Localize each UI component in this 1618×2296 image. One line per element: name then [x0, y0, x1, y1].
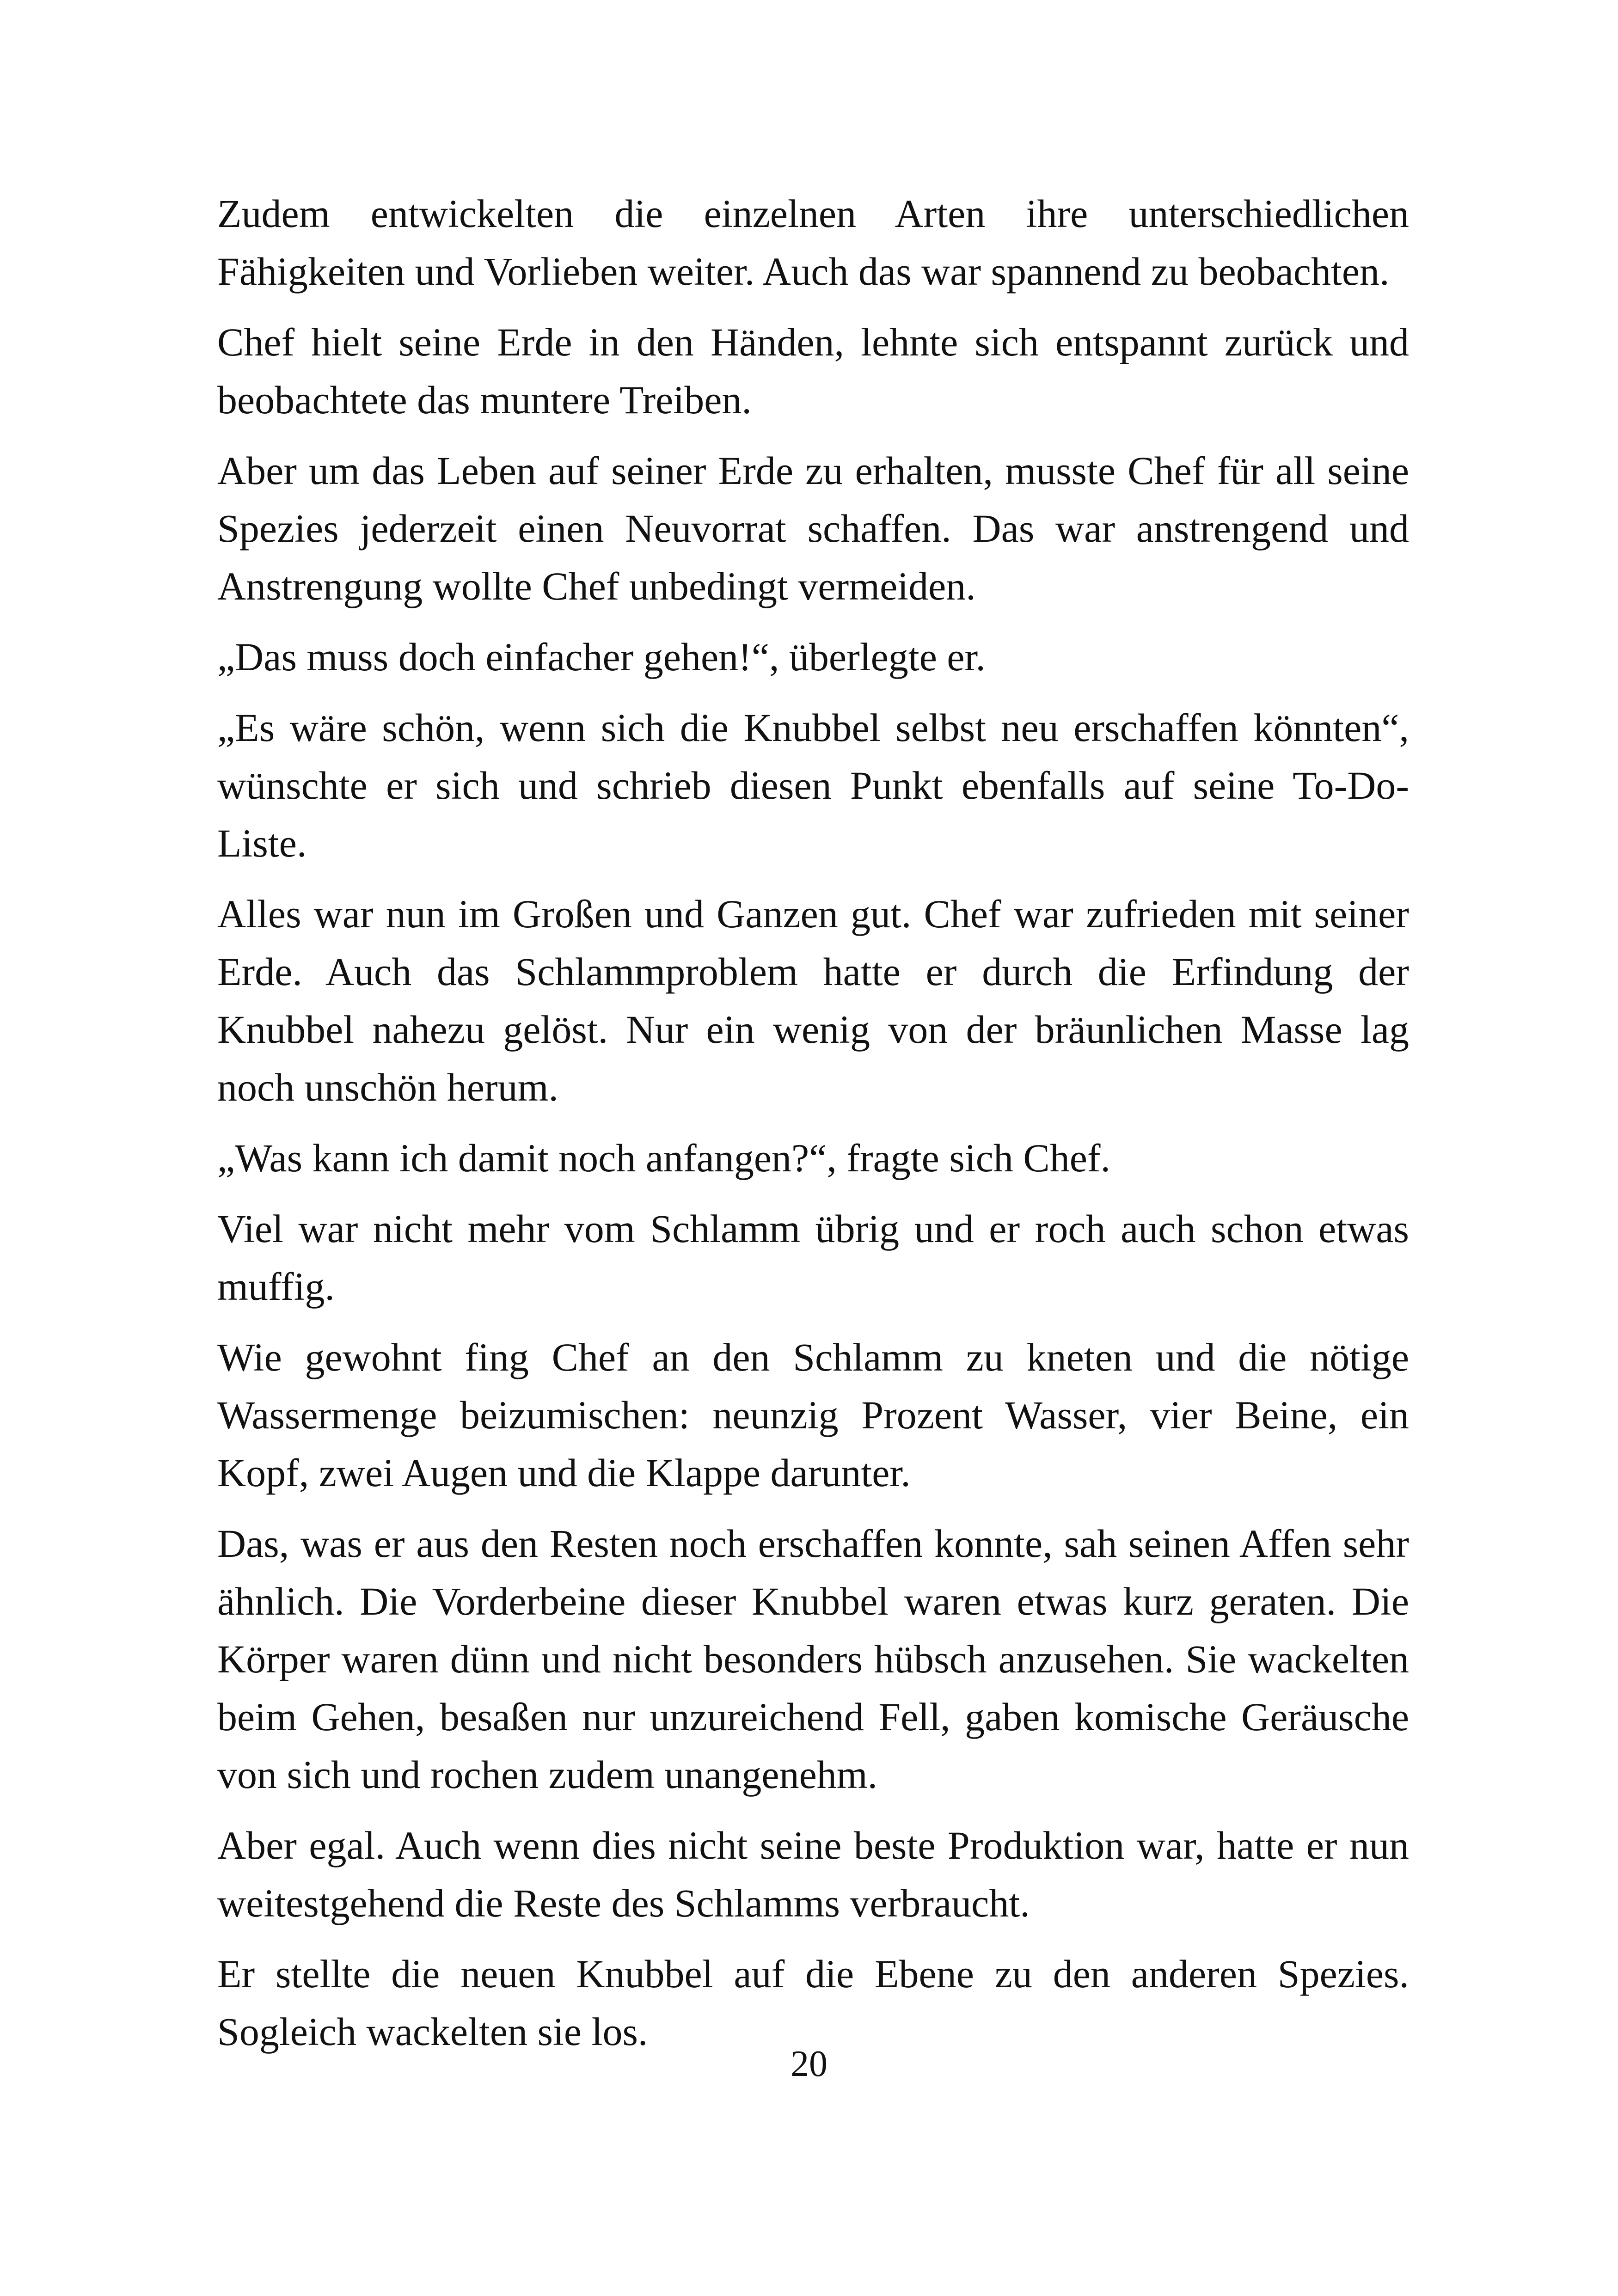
paragraph-5: „Es wäre schön, wenn sich die Knubbel selbst neu erschaffen könnten“, wünschte er sich und schrieb diesen Punkt ebenfalls auf seine To-Do-Liste. — [217, 705, 1409, 865]
body-text — [217, 185, 1409, 2074]
paragraph-7: „Was kann ich damit noch anfangen?“, fragte sich Chef. — [217, 1136, 1111, 1180]
page-number: 20 — [791, 2044, 827, 2084]
paragraph-10: Das, was er aus den Resten noch erschaffen konnte, sah seinen Affen sehr ähnlich. Die Vorderbeine dieser Knubbel waren etwas kurz geraten. Die Körper waren dünn und nicht besonders hübsch anzusehen. Sie wackelten beim Gehen, besaßen nur unzureichend Fell, gaben komische Geräusche von sich und rochen zudem unangenehm. — [217, 1521, 1409, 1797]
paragraph-2: Chef hielt seine Erde in den Händen, lehnte sich entspannt zurück und beobachtete das muntere Treiben. — [217, 320, 1409, 422]
paragraph-3: Aber um das Leben auf seiner Erde zu erhalten, musste Chef für all seine Spezies jederzeit einen Neuvorrat schaffen. Das war anstrengend und Anstrengung wollte Chef unbedingt vermeiden. — [217, 448, 1409, 608]
paragraph-12: Er stellte die neuen Knubbel auf die Ebene zu den anderen Spezies. Sogleich wackelten sie los. — [217, 1952, 1409, 2054]
paragraph-11: Aber egal. Auch wenn dies nicht seine beste Produktion war, hatte er nun weitestgehend die Reste des Schlamms verbraucht. — [217, 1823, 1409, 1925]
paragraph-1: Zudem entwickelten die einzelnen Arten ihre unterschiedlichen Fähigkeiten und Vorlieben weiter. Auch das war spannend zu beobachten. — [217, 191, 1409, 294]
paragraph-6: Alles war nun im Großen und Ganzen gut. Chef war zufrieden mit seiner Erde. Auch das Schlammproblem hatte er durch die Erfindung der Knubbel nahezu gelöst. Nur ein wenig von der bräunlichen Masse lag noch unschön herum. — [217, 892, 1409, 1109]
paragraph-9: Wie gewohnt fing Chef an den Schlamm zu kneten und die nötige Wassermenge beizumischen: neunzig Prozent Wasser, vier Beine, ein Kopf, zwei Augen und die Klappe darunter. — [217, 1335, 1409, 1495]
paragraph-4: „Das muss doch einfacher gehen!“, überlegte er. — [217, 635, 986, 679]
paragraph-8: Viel war nicht mehr vom Schlamm übrig und er roch auch schon etwas muffig. — [217, 1206, 1409, 1309]
